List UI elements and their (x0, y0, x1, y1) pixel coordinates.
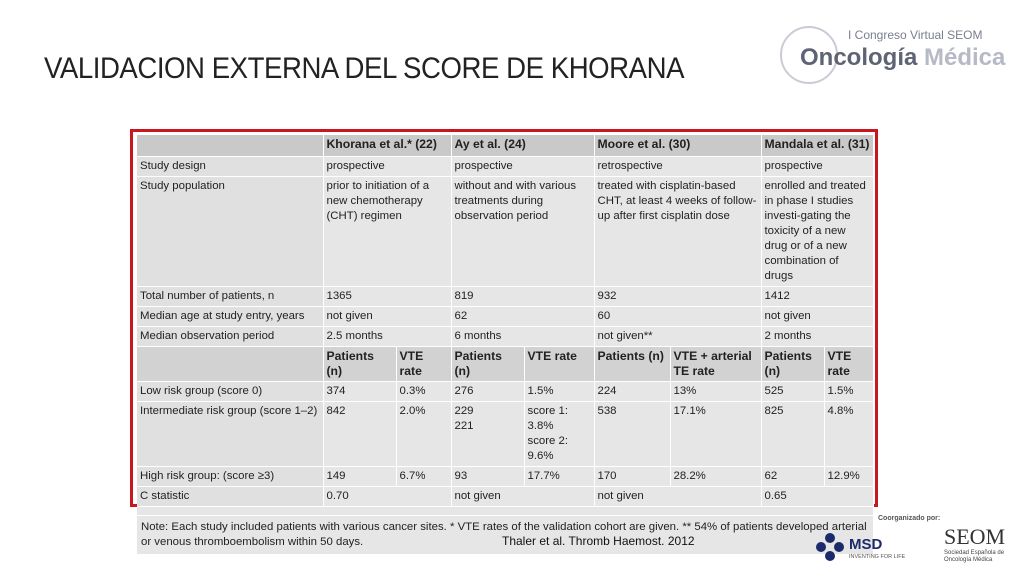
table-cell: not given (594, 487, 761, 507)
table-cell: prospective (761, 157, 873, 177)
row-label: Low risk group (score 0) (137, 382, 323, 402)
header-cell: Mandala et al. (31) (761, 135, 873, 157)
table-cell: prospective (451, 157, 594, 177)
table-cell: 12.9% (824, 467, 873, 487)
logo-word-oncologia: Oncología (800, 44, 918, 71)
table-row (137, 327, 873, 347)
table-subheader-row (137, 347, 873, 382)
row-label: C statistic (137, 487, 323, 507)
table-row (137, 382, 873, 402)
table-row (137, 487, 873, 507)
table-cell: 17.7% (524, 467, 594, 487)
table-cell: 6.7% (396, 467, 451, 487)
slide-title: VALIDACION EXTERNA DEL SCORE DE KHORANA (44, 52, 685, 85)
congress-logo (780, 24, 1012, 88)
subheader-cell: Patients (n) (594, 347, 670, 382)
subheader-cell: Patients (n) (323, 347, 396, 382)
table-cell: not given (761, 307, 873, 327)
table-cell: prospective (323, 157, 451, 177)
table-cell: 1365 (323, 287, 451, 307)
table-cell: 932 (594, 287, 761, 307)
table-cell: 2 months (761, 327, 873, 347)
table-cell: 819 (451, 287, 594, 307)
row-label: Median observation period (137, 327, 323, 347)
table-cell: 229 221 (451, 402, 524, 467)
logo-word-medica: Médica (924, 44, 1006, 71)
table-row (137, 157, 873, 177)
row-label: Median age at study entry, years (137, 307, 323, 327)
table-cell: treated with cisplatin-based CHT, at least 4 weeks of follow-up after first cisplatin dose (594, 177, 761, 287)
subheader-cell: VTE + arterial TE rate (670, 347, 761, 382)
table-cell: 825 (761, 402, 824, 467)
msd-logo (815, 530, 906, 566)
seom-wordmark: SEOM (944, 524, 1006, 549)
table-cell: 538 (594, 402, 670, 467)
table-header-row (137, 135, 873, 157)
table-note: Note: Each study included patients with various cancer sites. * VTE rates of the validation cohort are given. ** 54% of patients developed arterial or venous thromboembolism within 50 days. (137, 516, 873, 555)
table-cell: not given (451, 487, 594, 507)
table-spacer (137, 507, 873, 516)
table-cell: 1.5% (824, 382, 873, 402)
table-cell: without and with various treatments during observation period (451, 177, 594, 287)
table-cell: 28.2% (670, 467, 761, 487)
table-cell: 13% (670, 382, 761, 402)
table-cell: score 1: 3.8% score 2: 9.6% (524, 402, 594, 467)
header-cell: Khorana et al.* (22) (323, 135, 451, 157)
table-cell: 149 (323, 467, 396, 487)
seom-logo (944, 524, 1018, 572)
table-row (137, 287, 873, 307)
msd-tagline: INVENTING FOR LIFE (849, 554, 906, 560)
row-label: Study design (137, 157, 323, 177)
table-cell: 2.5 months (323, 327, 451, 347)
header-cell: Moore et al. (30) (594, 135, 761, 157)
table-cell: enrolled and treated in phase I studies investi-gating the toxicity of a new drug or of a new combination of drugs (761, 177, 873, 287)
row-label: Total number of patients, n (137, 287, 323, 307)
subheader-cell: VTE rate (824, 347, 873, 382)
row-label: High risk group: (score ≥3) (137, 467, 323, 487)
table-cell: 0.70 (323, 487, 451, 507)
spacer-cell (137, 507, 873, 516)
table-cell: 62 (761, 467, 824, 487)
table-cell: 0.3% (396, 382, 451, 402)
table-cell: 276 (451, 382, 524, 402)
msd-wordmark: MSD (849, 536, 883, 553)
table-row (137, 177, 873, 287)
table-cell: 0.65 (761, 487, 873, 507)
row-label: Intermediate risk group (score 1–2) (137, 402, 323, 467)
msd-symbol-icon (815, 532, 845, 562)
table-cell: 842 (323, 402, 396, 467)
table-cell: 4.8% (824, 402, 873, 467)
table-cell: 17.1% (670, 402, 761, 467)
table-cell: 224 (594, 382, 670, 402)
table-row (137, 467, 873, 487)
table-cell: 1412 (761, 287, 873, 307)
table-cell: 6 months (451, 327, 594, 347)
table-cell: 2.0% (396, 402, 451, 467)
table-row (137, 402, 873, 467)
organized-by-label: Coorganizado por: (878, 515, 941, 522)
header-cell (137, 135, 323, 157)
table-cell: 170 (594, 467, 670, 487)
logo-line1: I Congreso Virtual SEOM (848, 28, 983, 42)
table-cell: 60 (594, 307, 761, 327)
table-cell: 525 (761, 382, 824, 402)
seom-subtitle: Sociedad Española de Oncología Médica (944, 550, 1005, 563)
subheader-cell: VTE rate (396, 347, 451, 382)
row-label: Study population (137, 177, 323, 287)
subheader-cell: Patients (n) (761, 347, 824, 382)
table-cell: 93 (451, 467, 524, 487)
table-cell: 374 (323, 382, 396, 402)
subheader-cell: Patients (n) (451, 347, 524, 382)
validation-table (137, 135, 874, 555)
table-cell: retrospective (594, 157, 761, 177)
header-cell: Ay et al. (24) (451, 135, 594, 157)
subheader-cell (137, 347, 323, 382)
table-cell: not given** (594, 327, 761, 347)
subheader-cell: VTE rate (524, 347, 594, 382)
table-cell: not given (323, 307, 451, 327)
table-cell: prior to initiation of a new chemotherapy (CHT) regimen (323, 177, 451, 287)
citation: Thaler et al. Thromb Haemost. 2012 (502, 534, 695, 548)
table-cell: 62 (451, 307, 594, 327)
table-row (137, 307, 873, 327)
logo-line2 (800, 44, 1005, 72)
table-cell: 1.5% (524, 382, 594, 402)
